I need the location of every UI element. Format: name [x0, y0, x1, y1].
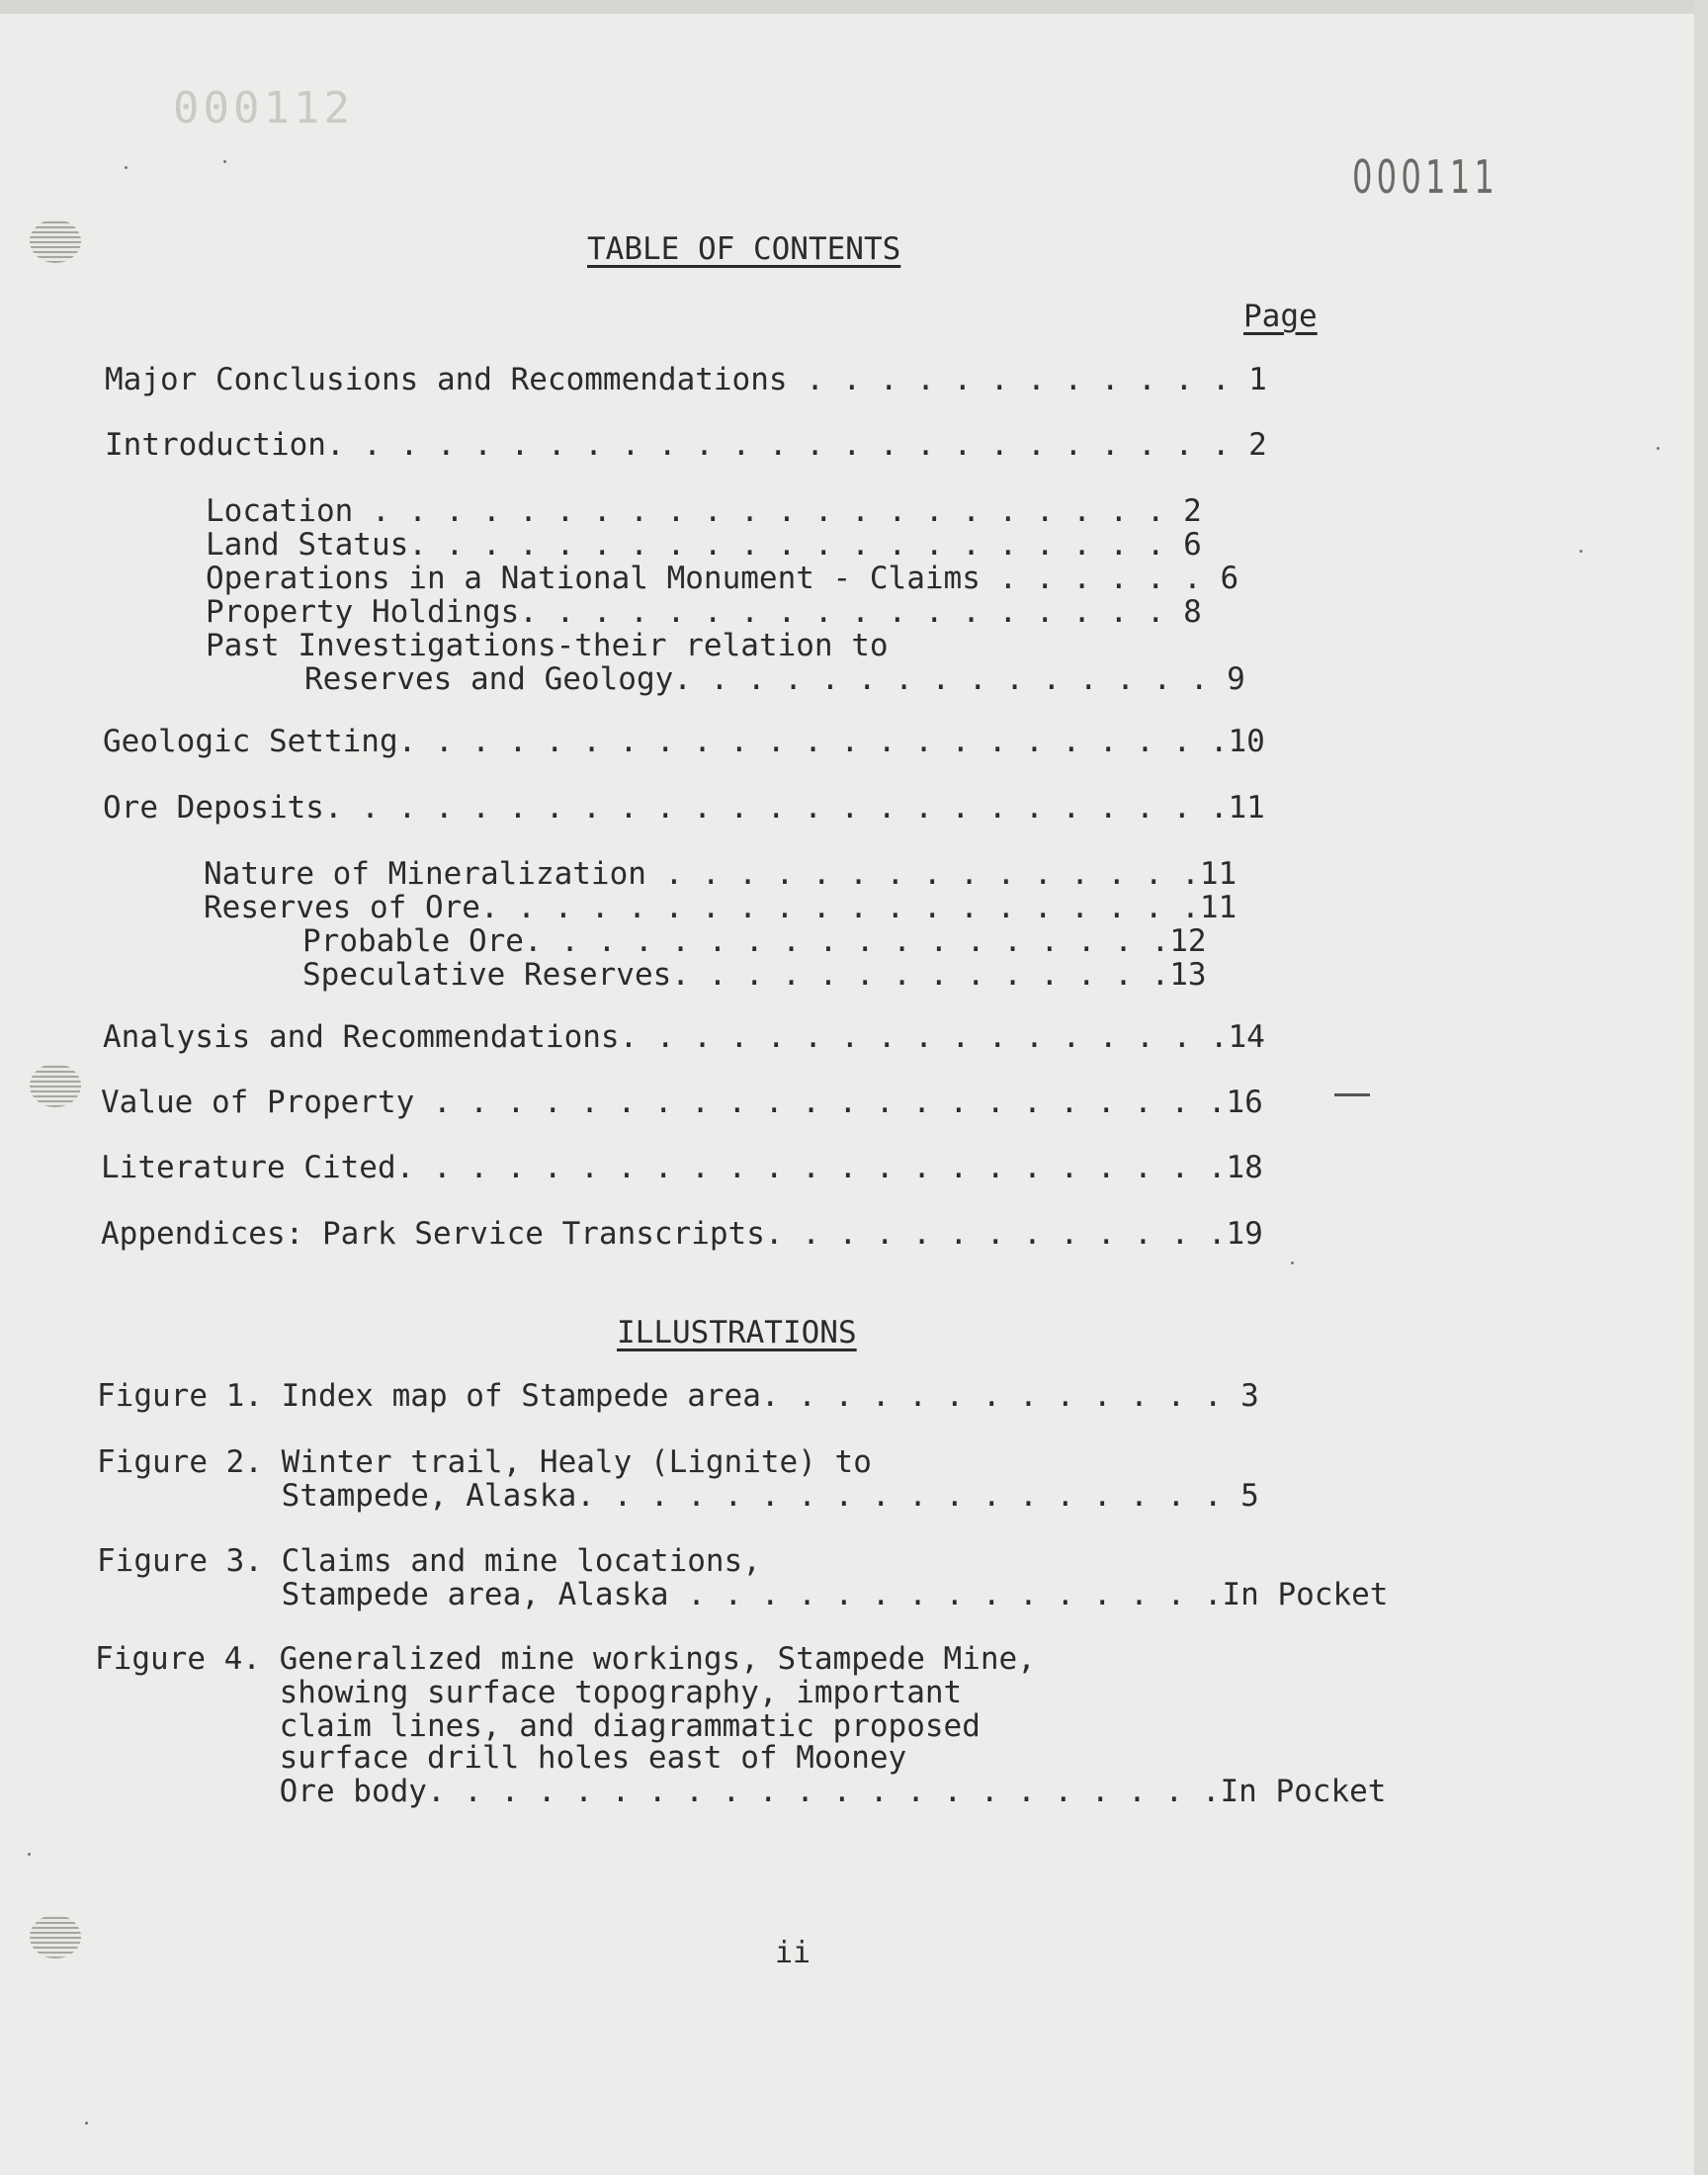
toc-entry: Nature of Mineralization . . . . . . . . . . . . . . .11: [204, 856, 1238, 892]
scan-speck: [223, 160, 226, 163]
page-folio: ii: [775, 1936, 811, 1970]
figure-entry-4-continued: surface drill holes east of Mooney: [95, 1740, 907, 1776]
toc-entry: Geologic Setting. . . . . . . . . . . . . . . . . . . . . . .10: [103, 724, 1265, 759]
toc-entry: Literature Cited. . . . . . . . . . . . . . . . . . . . . . .18: [101, 1150, 1263, 1185]
scan-speck: [125, 166, 128, 169]
toc-entry: Ore Deposits. . . . . . . . . . . . . . . . . . . . . . . . .11: [103, 790, 1265, 826]
toc-entry: Introduction. . . . . . . . . . . . . . . . . . . . . . . . . 2: [105, 427, 1267, 463]
toc-entry: Reserves and Geology. . . . . . . . . . . . . . . 9: [304, 661, 1245, 697]
toc-entry: Location . . . . . . . . . . . . . . . . . . . . . . 2: [206, 493, 1202, 529]
toc-entry: Value of Property . . . . . . . . . . . . . . . . . . . . . .16: [101, 1085, 1263, 1120]
toc-entry: Major Conclusions and Recommendations . . . . . . . . . . . . 1: [105, 362, 1267, 397]
figure-entry-1: Figure 1. Index map of Stampede area. . . . . . . . . . . . . 3: [97, 1378, 1259, 1414]
toc-entry: Reserves of Ore. . . . . . . . . . . . . . . . . . . .11: [204, 890, 1238, 925]
figure-entry-4-continued: Ore body. . . . . . . . . . . . . . . . . . . . . .In Pocket: [95, 1774, 1387, 1809]
toc-entry: Operations in a National Monument - Claims . . . . . . 6: [206, 561, 1239, 596]
toc-entry: Land Status. . . . . . . . . . . . . . . . . . . . . 6: [206, 527, 1202, 563]
toc-entry: Appendices: Park Service Transcripts. . . . . . . . . . . . .19: [101, 1216, 1263, 1252]
toc-entry: Probable Ore. . . . . . . . . . . . . . . . . .12: [302, 923, 1207, 959]
toc-title: TABLE OF CONTENTS: [587, 231, 901, 267]
toc-entry: Speculative Reserves. . . . . . . . . . . . . .13: [302, 957, 1207, 993]
page-column-header: Page: [1243, 299, 1318, 334]
scan-edge-right: [1694, 0, 1708, 2175]
punch-hole-bottom: [30, 1915, 81, 1958]
scan-speck: [1291, 1262, 1294, 1264]
margin-mark: [1334, 1093, 1370, 1096]
scan-speck: [1580, 550, 1582, 553]
toc-entry: Analysis and Recommendations. . . . . . . . . . . . . . . . .14: [103, 1019, 1265, 1055]
scan-speck: [1657, 447, 1660, 450]
scan-speck: [85, 2122, 88, 2125]
illustrations-title: ILLUSTRATIONS: [617, 1315, 857, 1350]
figure-entry-2-continued: Stampede, Alaska. . . . . . . . . . . . . . . . . . 5: [97, 1478, 1259, 1514]
toc-entry: Property Holdings. . . . . . . . . . . . . . . . . . 8: [206, 594, 1202, 630]
figure-entry-3-continued: Stampede area, Alaska . . . . . . . . . . . . . . .In Pocket: [97, 1577, 1389, 1612]
punch-hole-top: [30, 219, 81, 263]
figure-entry-2: Figure 2. Winter trail, Healy (Lignite) to: [97, 1444, 872, 1480]
figure-entry-4-continued: showing surface topography, important: [95, 1675, 963, 1710]
scan-speck: [28, 1853, 31, 1856]
punch-hole-middle: [30, 1064, 81, 1107]
figure-entry-3: Figure 3. Claims and mine locations,: [97, 1543, 761, 1579]
figure-entry-4-continued: claim lines, and diagrammatic proposed: [95, 1708, 981, 1744]
figure-entry-4: Figure 4. Generalized mine workings, Stampede Mine,: [95, 1641, 1036, 1677]
toc-entry: Past Investigations-their relation to: [206, 628, 889, 663]
faded-bates-stamp: 000112: [173, 83, 354, 133]
bates-stamp: 000111: [1352, 150, 1499, 204]
scan-edge-top: [0, 0, 1708, 14]
